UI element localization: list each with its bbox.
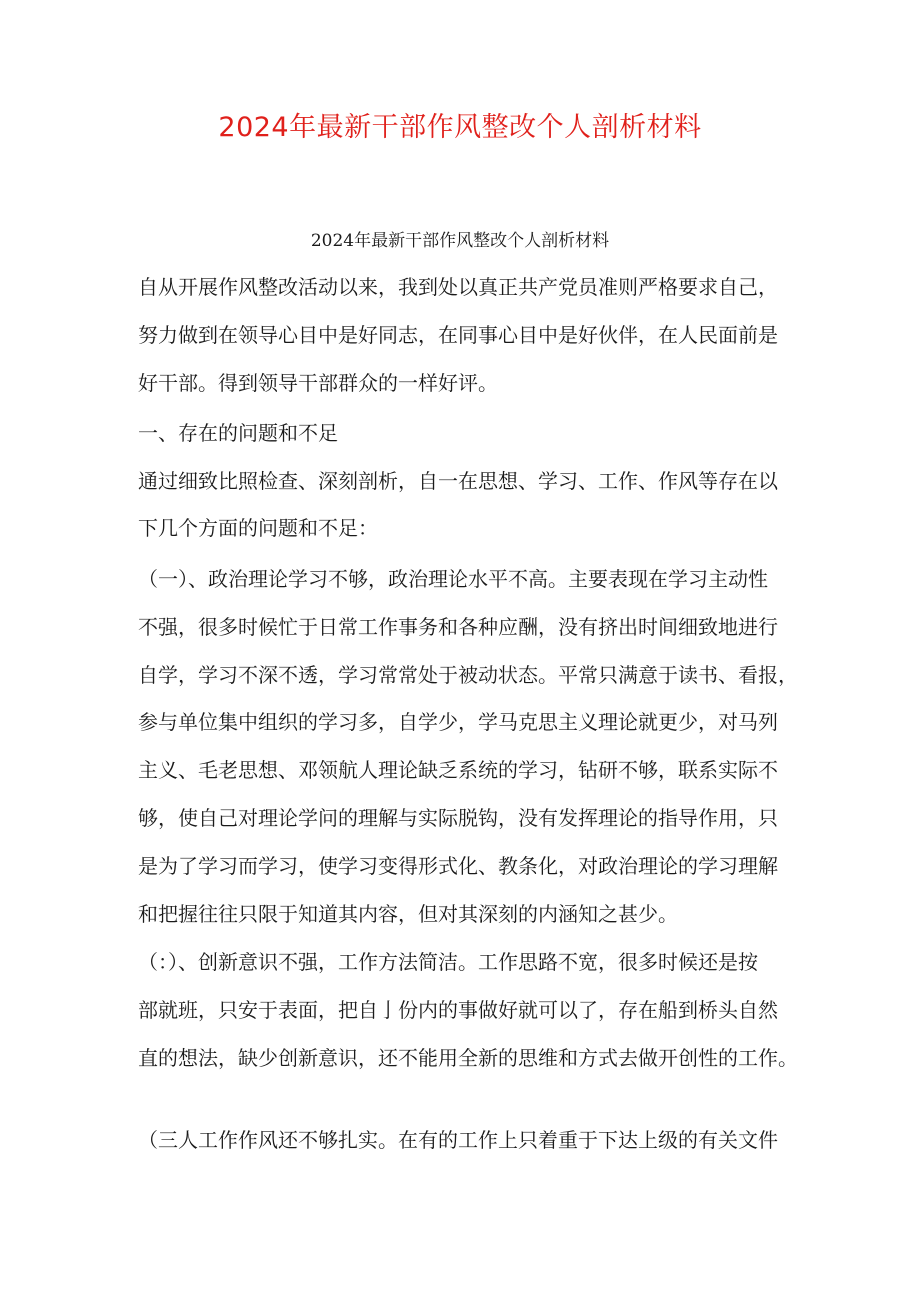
item-2-line-3: 直的想法，缺少创新意识，还不能用全新的思维和方式去做开创性的工作。 (138, 1046, 798, 1070)
item-1-line-3: 自学，学习不深不透，学习常常处于被动状态。平常只满意于读书、看报， (138, 663, 798, 687)
document-subtitle: 2024年最新干部作风整改个人剖析材料 (310, 231, 610, 251)
section-intro-line-2: 下几个方面的问题和不足： (138, 516, 378, 540)
item-1-line-2: 不强，很多时候忙于日常工作事务和各种应酬，没有挤出时间细致地进行 (138, 615, 778, 639)
item-1-line-1: （一）、政治理论学习不够，政治理论水平不高。主要表现在学习主动性 (138, 567, 768, 591)
section-intro-line-1: 通过细致比照检查、深刻剖析，自一在思想、学习、工作、作风等存在以 (138, 469, 778, 493)
page-title: 2024年最新干部作风整改个人剖析材料 (218, 112, 702, 143)
item-1-line-5: 主义、毛老思想、邓领航人理论缺乏系统的学习，钻研不够，联系实际不 (138, 758, 778, 782)
intro-line-3: 好干部。得到领导干部群众的一样好评。 (138, 371, 498, 395)
item-1-line-4: 参与单位集中组织的学习多，自学少，学马克思主义理论就更少，对马列 (138, 710, 778, 734)
section-heading-problems: 一、存在的问题和不足 (138, 421, 338, 445)
item-1-line-8: 和把握往往只限于知道其内容，但对其深刻的内涵知之甚少。 (138, 902, 678, 926)
item-3-line-1: （三人工作作风还不够扎实。在有的工作上只着重于下达上级的有关文件 (138, 1128, 778, 1152)
intro-line-1: 自从开展作风整改活动以来，我到处以真正共产党员准则严格要求自己， (138, 275, 778, 299)
item-1-line-6: 够，使自己对理论学问的理解与实际脱钩，没有发挥理论的指导作用，只 (138, 806, 778, 830)
intro-line-2: 努力做到在领导心目中是好同志，在同事心目中是好伙伴，在人民面前是 (138, 323, 778, 347)
item-1-line-7: 是为了学习而学习，使学习变得形式化、教条化，对政治理论的学习理解 (138, 854, 778, 878)
item-2-line-1: （：）、创新意识不强，工作方法简洁。工作思路不宽，很多时候还是按 (138, 950, 758, 974)
item-2-line-2: 部就班，只安于表面，把自亅份内的事做好就可以了，存在船到桥头自然 (138, 998, 778, 1022)
